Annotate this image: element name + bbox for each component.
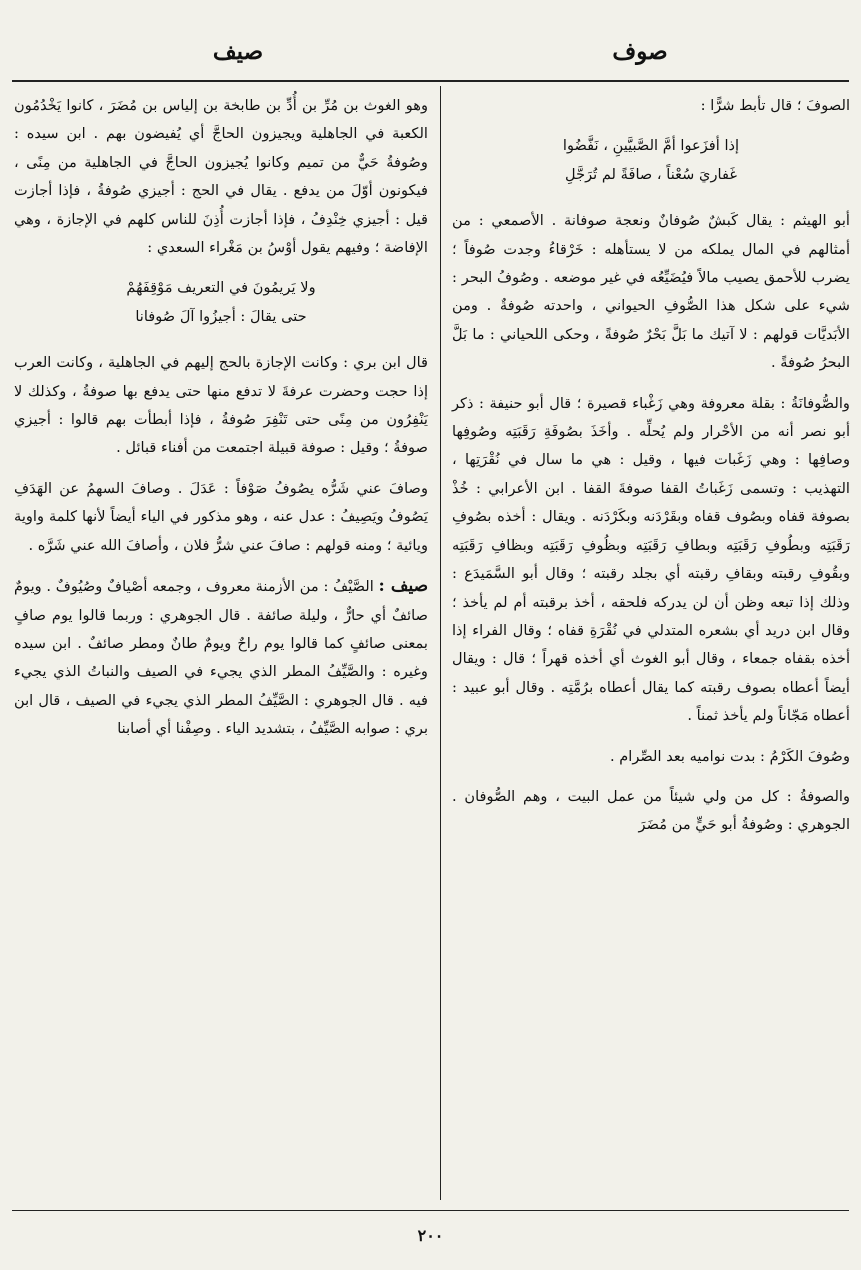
entry-headword: صيف : [378, 576, 429, 597]
footer-rule [12, 1210, 849, 1211]
entry-body: الصَّيْفُ : من الأزمنة معروف ، وجمعه أصْيافٌ وصُيُوفٌ . ويومٌ صائفٌ أي حارٌّ ، وليلة صائفة . قال الجوهري : وربما قالوا يوم صافٍ بمعنى صائفٍ كما قالوا يوم راحٌ ويومٌ طانٌ ومطر صائفٌ . ابن سيده وغيره : والصَّيِّفُ المطر الذي يجيء في الصيف والنباتُ الذي يجيء فيه . قال الجوهري : الصَّيِّفُ المطر الذي يجيء في الصيف ، قال ابن بري : صوابه الصَّيِّفُ ، بتشديد الياء . وصِفْنا أي أصابنا [14, 578, 428, 738]
right-verse-line-2: غَفاريَ سُعْناً ، صافَةً لم تُرَجَّلِ [565, 165, 737, 183]
left-paragraph-4 [14, 572, 428, 743]
left-verse-line-2: حتى يقالَ : أجيزُوا آلَ صُوفانا [135, 307, 307, 325]
right-paragraph-3: والصُّوفانَةُ : بقلة معروفة وهي زَغْباء قصيرة ؛ قال أبو حنيفة : ذكر أبو نصر أنه من الأحْرار ولم يُحلِّه . وأخَذَ بصُوفَةِ رَقَبَتِه وصُوفِها وصافِها : وهي زَغَبات فيها ، وقيل : هي ما سال في نُقْرَتِها ، التهذيب : وتسمى زَغَباتُ القفا صوفةَ القفا . ابن الأعرابي : خُذْ بصوفة قفاه وبصُوف قفاه وبقَرْدَنه وبكَرْدَنه . ويقال : أخذه بصُوفِ رَقَبَتِه وبطُوفِ رَقَبَتِه وبطافِ رَقَبَتِه وبظُوفِ رَقَبَتِه وبظافِ رَقَبَتِه وبقُوفِ رقبته وبقافِ رقبته أي بجلد رقبته ؛ وقال أبو السَّمَيدَع : وذلك إذا تبعه وظن أن لن يدركه فلحقه ، أخذ برقبته أم لم يأخذ ؛ وقال ابن دريد أي بشعره المتدلي في نُقْرَةِ قفاه ؛ وقال الفراء إذا أخذه بقفاه جمعاء ، وقال أبو الغوث أي أخذه قهراً ؛ قال : ويقال أيضاً أعطاه بصوف رقبته كما يقال أعطاه برُمَّتِه . وقال أبو عبيد : أعطاه مَجّاناً ولم يأخذ ثمناً . [452, 394, 850, 725]
left-verse [14, 274, 428, 331]
left-paragraph-2: قال ابن بري : وكانت الإجازة بالحج إليهم في الجاهلية ، وكانت العرب إذا حجت وحضرت عرفةَ لا تدفع منها حتى يدفع بها صوفةُ ، وكذلك لا يَنْفِرُون من مِنًى حتى تَنْفِرَ صُوفةُ ، فإذا أبطأت بهم قالوا : أجيزي صوفةُ ؛ وقيل : صوفة قبيلة اجتمعت من أفناء قبائل . [14, 354, 428, 457]
right-paragraph-4: وصُوفَ الكَرْمُ : بدت نواميه بعد الصِّرام . [609, 747, 850, 765]
right-header-word: صوف [612, 38, 668, 65]
page-number: ٢٠٠ [417, 1226, 444, 1245]
header-rule [12, 80, 849, 82]
right-column [452, 92, 850, 852]
left-column [14, 92, 428, 756]
right-paragraph-1: الصوفَ ؛ قال تأبط شرًّا : [700, 97, 850, 114]
left-paragraph-1: وهو الغوث بن مُرِّ بن أُدِّ بن طابخة بن إلياس بن مُضَرَ ، كانوا يَخْدُمُون الكعبة في الجاهلية ويجيزون الحاجَّ أي يُفيضون بهم . ابن سيده : وصُوفةُ حَيٌّ من تميم وكانوا يُجيزون الحاجَّ في الجاهلية من مِنًى ، فيكونون أوّلَ من يدفع . يقال في الحج : أجيزي صُوفةُ ، فإذا أجازت قيل : أجيزي خِنْدِفُ ، فإذا أجازت أُذِنَ للناس كلهم في الإجازة ، وهي الإفاضة ؛ وفيهم يقول أوْسُ بن مَغْراء السعدي : [14, 97, 428, 257]
left-paragraph-3: وصافَ عني شَرُّه يصُوفُ صَوْفاً : عَدَلَ . وصافَ السهمُ عن الهَدَفِ يَصُوفُ ويَصِيفُ : عدل عنه ، وهو مذكور في الياء أيضاً لأنها كلمة واوية ويائية ؛ ومنه قولهم : صافَ عني شرُّ فلان ، وأصافَ الله عني شَرَّه . [14, 479, 428, 554]
right-paragraph-2: أبو الهيثم : يقال كَبشٌ صُوفانٌ ونعجة صوفانة . الأصمعي : من أمثالهم في المال يملكه من لا يستأهله : خَرْقاءُ وجدت صُوفاً ؛ يضرب للأحمق يصيب مالاً فيُضَيِّعُه في غير موضعه . وصُوفُ البحر : شيء على شكل هذا الصُّوفِ الحيواني ، واحدته صُوفةٌ . ومن الأبَديَّات قولهم : لا آتيك ما بَلَّ بَحْرٌ صُوفةً ، وحكى اللحياني : ما بَلَّ البحرُ صُوفةً . [452, 212, 850, 372]
left-verse-line-1: ولا يَريمُونَ في التعريف مَوْقِفَهُمْ [126, 279, 316, 297]
right-verse [452, 132, 850, 189]
right-paragraph-5: والصوفةُ : كل من ولي شيئاً من عمل البيت ، وهم الصُّوفان . الجوهري : وصُوفةُ أبو حَيٍّ من مُضَرَ [452, 787, 850, 834]
right-verse-line-1: إذا أفزَعوا أمَّ الصَّبيَّينِ ، نَفَّضُوا [562, 137, 740, 155]
column-divider [440, 86, 441, 1200]
left-header-word: صيف [212, 38, 264, 65]
